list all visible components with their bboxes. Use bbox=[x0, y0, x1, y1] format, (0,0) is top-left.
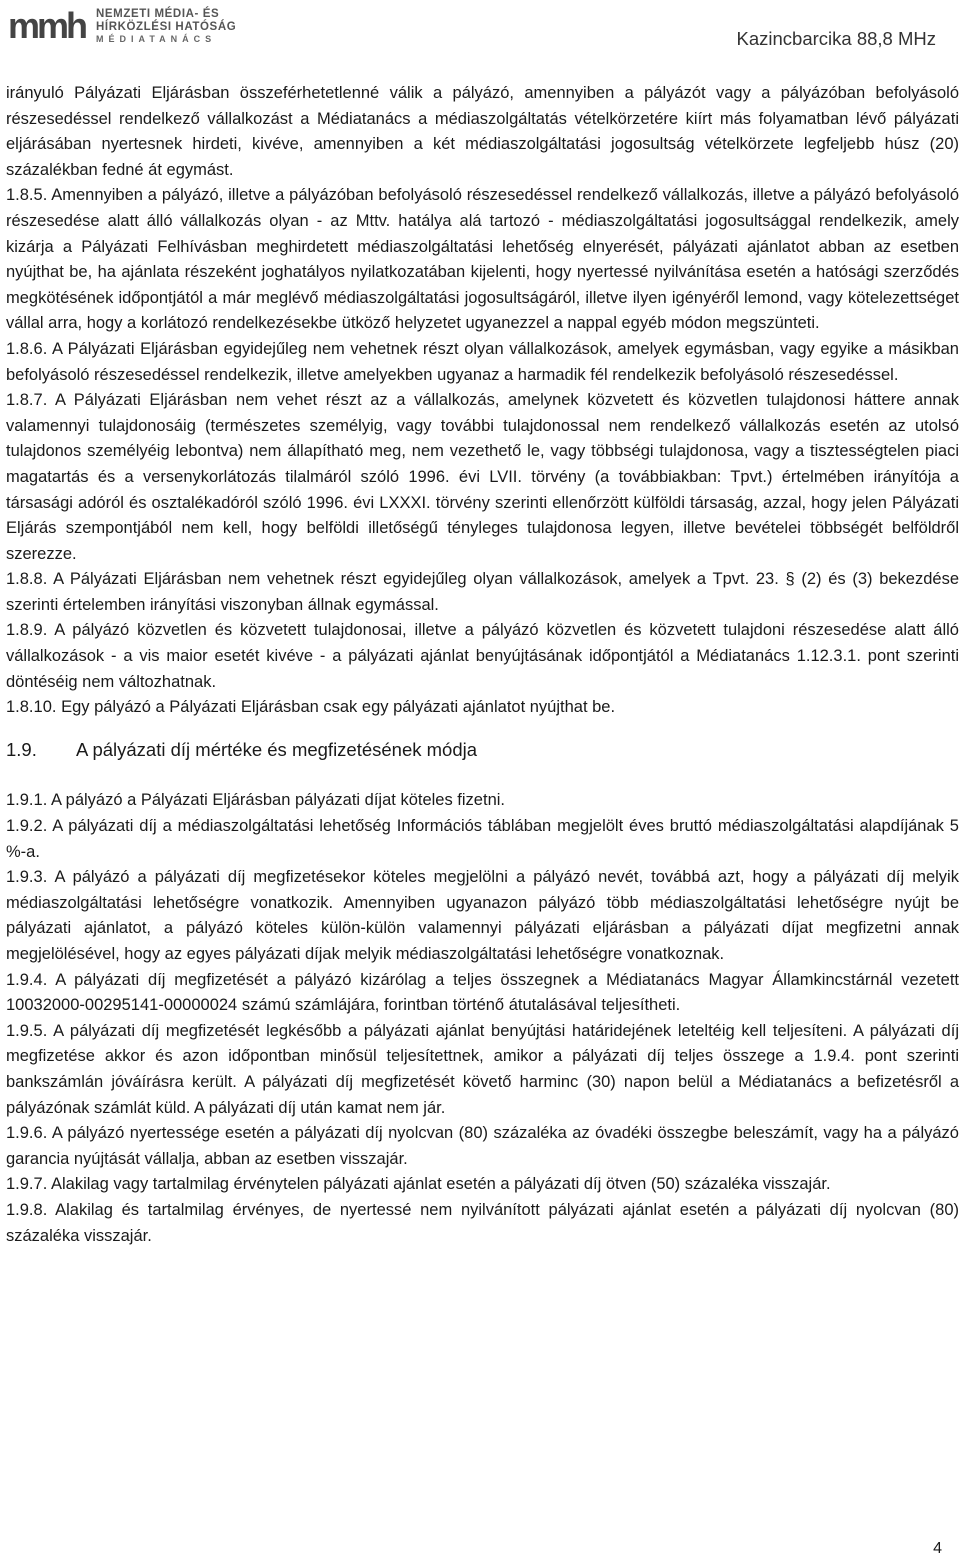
page-header bbox=[0, 0, 960, 60]
paragraph-1-9-2 bbox=[6, 814, 959, 865]
section-number: 1.8.10. bbox=[6, 698, 57, 717]
paragraph-text: Alakilag és tartalmilag érvényes, de nyertessé nem nyilvánított pályázati ajánlat esetén a pályázati díj nyolcvan (80) százaléka visszajár. bbox=[6, 1200, 959, 1245]
logo-text bbox=[96, 8, 236, 46]
account-number: 10032000-00295141-00000024 bbox=[6, 996, 238, 1015]
section-number: 1.9.6. bbox=[6, 1124, 48, 1143]
paragraph-1-8-10 bbox=[6, 695, 959, 721]
section-number: 1.9.4. bbox=[6, 970, 48, 989]
paragraph-1-8-8 bbox=[6, 567, 959, 618]
paragraph-1-9-1 bbox=[6, 788, 959, 814]
paragraph-text: A pályázó közvetlen és közvetett tulajdonosai, illetve a pályázó közvetlen és közvetett tulajdoni részesedése alatt álló vállalkozások - a vis maior esetét kivéve - a pályázati ajánlat benyújtásának időpontjától a Médiatanács 1.12.3.1. pont szerinti döntéséig nem változhatnak. bbox=[6, 621, 959, 691]
paragraph-text: A pályázati díj a médiaszolgáltatási lehetőség Információs táblában megjelölt éves bruttó médiaszolgáltatási alapdíjának 5 %-a. bbox=[6, 817, 959, 861]
paragraph-text: Egy pályázó a Pályázati Eljárásban csak egy pályázati ajánlatot nyújthat be. bbox=[61, 698, 616, 717]
logo-line-2: HÍRKÖZLÉSI HATÓSÁG bbox=[96, 20, 237, 33]
paragraph-text: A pályázó nyertessége esetén a pályázati díj nyolcvan (80) százaléka az óvadéki összegbe beleszámít, vagy ha a pályázó garancia nyújtását vállalja, abban az esetben visszajár. bbox=[6, 1124, 959, 1168]
page-number: 4 bbox=[933, 1540, 942, 1557]
paragraph-text: Alakilag vagy tartalmilag érvénytelen pályázati ajánlat esetén a pályázati díj ötven (50) százaléka visszajár. bbox=[50, 1175, 831, 1194]
paragraph-text: A Pályázati Eljárásban nem vehetnek részt egyidejűleg olyan vállalkozások, amelyek a Tpvt. 23. § (2) és (3) bekezdése szerinti értelemben irányítási viszonyban állnak egymással. bbox=[6, 570, 960, 614]
section-number: 1.9. bbox=[6, 738, 37, 760]
paragraph-intro: irányuló Pályázati Eljárásban összeférhetetlenné válik a pályázó, amennyiben a pályázót vagy a pályázóban befolyásoló részesedéssel rendelkező vállalkozást a Médiatanács a médiaszolgáltatás vételkörzetére kiírt más folyamatban lévő pályázati eljárásában nyertesnek hirdeti, kivéve, amennyiben a két médiaszolgáltatási jogosultság vételkörzete legfeljebb húsz (20) százalékban fedné át egymást. bbox=[6, 84, 959, 179]
section-number: 1.9.8. bbox=[6, 1200, 48, 1219]
paragraph-1-9-8 bbox=[6, 1198, 959, 1249]
section-number: 1.9.1. bbox=[6, 791, 48, 810]
section-number: 1.8.6. bbox=[6, 339, 48, 358]
paragraph-text: számú számlájára, forintban történő átutalásával teljesítheti. bbox=[237, 996, 681, 1015]
paragraph-text: A pályázó a pályázati díj megfizetésekor köteles megjelölni a pályázó nevét, továbbá azt, hogy a pályázati díj melyik médiaszolgáltatási lehetőségre vonatkozik. Amennyiben ugyanazon pályázó több médiaszolgáltatási lehetőségre nyújt be pályázati ajánlatot, a pályázó köteles külön-külön valamennyi pályázati eljárásban a pályázati díjat megfizetni annak megjelölésével, hogy az egyes pályázati díjak melyik médiaszolgáltatási lehetőségre vonatkoznak. bbox=[6, 868, 959, 963]
logo-mark-icon bbox=[8, 4, 92, 44]
section-number: 1.8.8. bbox=[6, 570, 48, 589]
paragraph-1-9-3 bbox=[6, 865, 959, 967]
section-number: 1.9.5. bbox=[6, 1021, 48, 1040]
section-title: A pályázati díj mértéke és megfizetésének módja bbox=[76, 738, 478, 760]
paragraph-1-8-5 bbox=[6, 183, 959, 337]
section-number: 1.9.3. bbox=[6, 868, 48, 887]
paragraph-1-9-5 bbox=[6, 1019, 959, 1121]
paragraph-text: Amennyiben a pályázó, illetve a pályázóban befolyásoló részesedéssel rendelkező vállalkozás, illetve a pályázó befolyásoló részesedése alatt álló vállalkozás olyan - az Mttv. hatálya alá tartozó - médiaszolgáltatási jogosultsággal rendelkezik, amely kizárja a Pályázati Felhívásban meghirdetett médiaszolgáltatási lehetőség elnyerését, pályázati ajánlatot abban az esetben nyújthat be, ha ajánlata részeként joghatályos nyilatkozatában kijelenti, hogy nyertessé nyilvánítása esetén a hatósági szerződés megkötésének időpontjától a már meglévő médiaszolgáltatási jogosultságáról, illetve ilyen igényéről lemond, vagy kötelezettséget vállal arra, hogy a korlátozó rendelkezésekbe ütköző helyzetet ugyanezzel a nappal egyéb módon megszünteti. bbox=[6, 186, 959, 333]
paragraph-text: A Pályázati Eljárásban nem vehet részt az a vállalkozás, amelynek közvetett és közvetlen tulajdonosi háttere annak valamennyi tulajdonosáig (természetes személyig, vagy további tulajdonossal nem rendelkező vállalkozás esetén az utolsó tulajdonos személyéig lebontva) nem állapítható meg, nem vezethető le, vagy többségi tulajdonosa, vagy a tisztességtelen piaci magatartás és a versenykorlátozás tilalmáról szóló 1996. évi LVII. törvény (a továbbiakban: Tpvt.) értelmében irányítója a társasági adóról és osztalékadóról szóló 1996. évi LXXXI. törvény szerinti ellenőrzött külföldi társaság, azzal, hogy jelen Pályázati Eljárás szempontjából nem kell, hogy belföldi illetőségű tényleges tulajdonosa legyen, illetve bevételei többségét belföldről szerezze. bbox=[6, 391, 959, 563]
paragraph-1-9-6 bbox=[6, 1121, 959, 1172]
paragraph-text: A pályázó a Pályázati Eljárásban pályázati díjat köteles fizetni. bbox=[50, 791, 505, 810]
station-title: Kazincbarcika 88,8 MHz bbox=[736, 28, 936, 49]
paragraph-text: A Pályázati Eljárásban egyidejűleg nem vehetnek részt olyan vállalkozások, amelyek egymásban, vagy egyike a másikban befolyásoló részesedéssel rendelkezik, illetve amelyekben ugyanaz a harmadik fél rendelkezik befolyásoló részesedéssel. bbox=[6, 339, 959, 384]
paragraph-1-8-9 bbox=[6, 618, 959, 695]
paragraph-1-8-7 bbox=[6, 388, 959, 567]
svg-text:mmh: mmh bbox=[8, 5, 86, 44]
paragraph-1-9-7 bbox=[6, 1172, 959, 1198]
logo-line-1: NEMZETI MÉDIA- ÉS bbox=[96, 8, 220, 20]
logo-line-3: MÉDIATANÁCS bbox=[96, 34, 217, 44]
paragraph-text: A pályázati díj megfizetését legkésőbb a pályázati ajánlat benyújtási határidejének leteltéig kell teljesíteni. A pályázati díj megfizetése akkor és azon időpontban minősül teljesítettnek, amikor a pályázati díj teljes összege a 1.9.4. pont szerinti bankszámlán jóváírásra került. A pályázati díj megfizetését követő harminc (30) napon belül a Médiatanács a befizetésről a pályázónak számlát küld. A pályázati díj után kamat nem jár. bbox=[6, 1021, 959, 1117]
paragraph-1-9-4 bbox=[6, 968, 959, 1019]
section-heading-1-9 bbox=[6, 737, 959, 763]
section-number: 1.9.2. bbox=[6, 817, 48, 836]
document-body bbox=[6, 81, 959, 1249]
nmhh-logo bbox=[8, 4, 248, 44]
paragraph-text: A pályázati díj megfizetését a pályázó kizárólag a teljes összegnek a Médiatanács Magyar Államkincstárnál vezetett bbox=[55, 970, 959, 989]
paragraph-1-8-6 bbox=[6, 337, 959, 388]
section-number: 1.9.7. bbox=[6, 1175, 48, 1194]
section-number: 1.8.7. bbox=[6, 391, 48, 410]
section-number: 1.8.5. bbox=[6, 186, 48, 205]
section-number: 1.8.9. bbox=[6, 621, 48, 640]
